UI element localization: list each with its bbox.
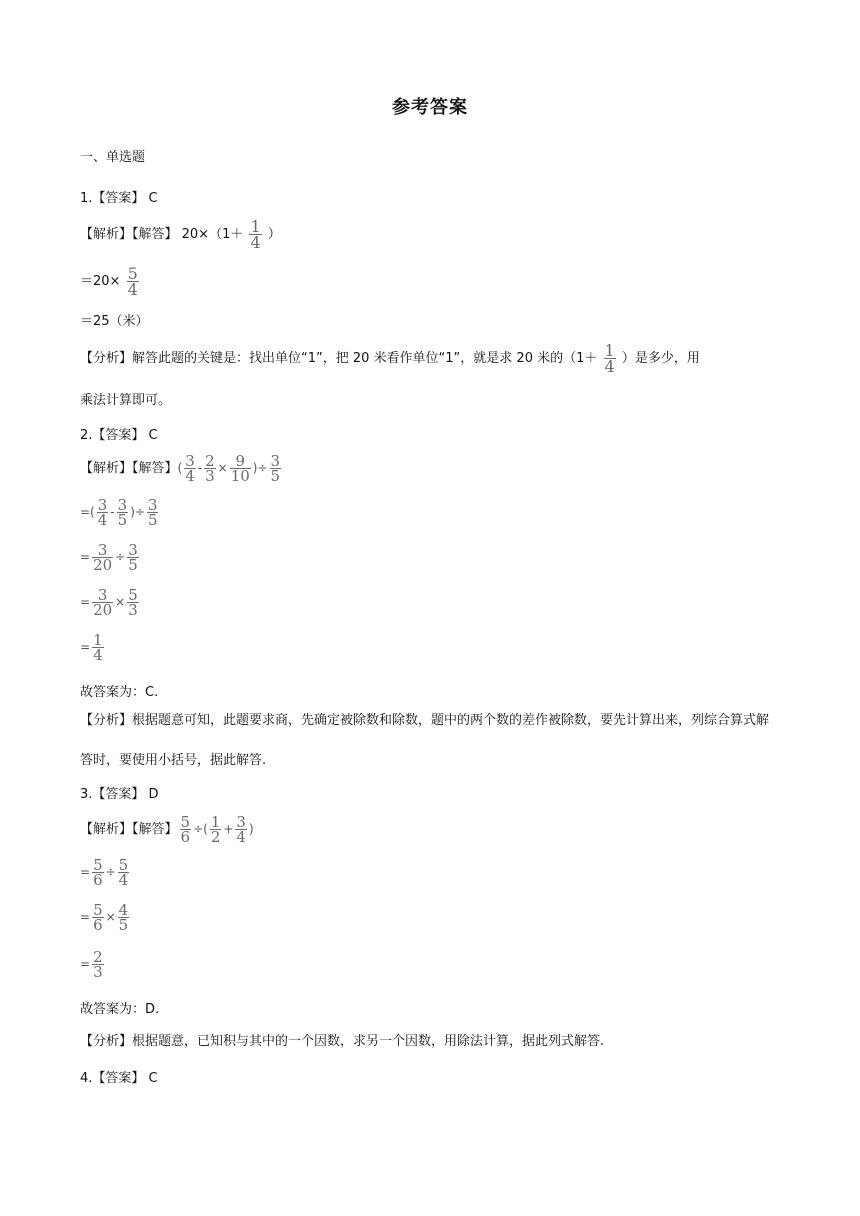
operator: )÷ [252,461,268,475]
fraction [147,498,159,527]
fraction [127,588,139,617]
q3-jiexi-prefix: 【解析】【解答】 [80,822,178,837]
fraction [92,903,104,932]
q1-jiexi [80,219,281,250]
numerator: 5 [127,264,138,283]
q1-answer: 1.【答案】 C [80,191,158,206]
q1-jiexi-suffix: ） [267,227,281,242]
numerator: 2 [93,948,103,966]
fraction [92,588,113,617]
q3-step2 [80,903,131,932]
q2-answer: 2.【答案】 C [80,428,158,443]
denominator: 5 [270,467,281,485]
q2-step4 [80,633,106,662]
q2-step1 [80,498,160,527]
denominator: 2 [210,828,221,846]
numerator: 3 [236,813,246,831]
operator: - [197,461,203,475]
numerator: 1 [250,217,261,236]
equals: = [80,865,91,879]
denominator: 4 [118,871,129,889]
q2-fenxi: 【分析】根据题意可知，此题要求商，先确定被除数和除数，题中的两个数的差作被除数，要先计算出来，列综合算式解答时，要使用小括号，据此解答. [80,713,770,768]
operator: × [115,595,126,609]
q3-fenxi: 【分析】根据题意，已知积与其中的一个因数，求另一个因数，用除法计算，据此列式解答. [80,1034,605,1049]
fraction [249,219,261,250]
numerator: 5 [180,813,191,831]
numerator: 3 [92,543,113,558]
q4-answer: 4.【答案】 C [80,1071,158,1086]
operator: - [110,505,115,519]
denominator: 5 [128,556,138,574]
denominator: 4 [250,233,261,252]
fraction [118,903,130,932]
numerator: 1 [93,631,103,649]
denominator: 6 [93,871,103,889]
numerator: 3 [270,452,281,470]
fraction [92,633,104,662]
numerator: 1 [210,813,221,831]
denominator: 4 [604,357,615,376]
numerator: 5 [118,856,129,874]
q1-jiexi-prefix: 【解析】【解答】 20×（1＋ [80,227,244,242]
numerator: 4 [118,901,129,919]
operator: ÷ [115,550,126,564]
paren: ( [177,461,183,475]
denominator: 10 [230,467,250,485]
fraction [117,498,129,527]
q1-fenxi [80,343,700,374]
q1-step1 [80,266,141,297]
q2-jiexi-prefix: 【解析】【解答】 [80,461,178,476]
operator: )÷ [130,505,145,519]
fraction [270,454,282,483]
q3-step1 [80,858,131,887]
numerator: 2 [205,452,215,470]
operator: × [105,910,116,924]
operator: ÷( [193,822,208,836]
fraction [235,815,247,844]
q1-fenxi-cont: 乘法计算即可。 [80,393,172,408]
denominator: 4 [185,467,195,485]
q3-jiexi [80,815,254,844]
numerator: 5 [93,856,103,874]
fraction [97,498,109,527]
numerator: 5 [128,586,138,604]
denominator: 5 [117,511,128,529]
operator: ÷ [105,865,116,879]
section-heading: 一、单选题 [80,150,146,165]
operator: ) [248,822,254,836]
q3-answer: 3.【答案】 D [80,787,159,802]
equals: = [80,957,91,971]
equals: = [80,595,91,609]
numerator: 1 [604,341,615,360]
q3-conclusion: 故答案为：D. [80,1002,160,1017]
fraction [184,454,196,483]
denominator: 3 [93,963,103,981]
fraction [92,950,104,979]
numerator: 5 [93,901,103,919]
fraction [92,858,104,887]
denominator: 5 [118,916,129,934]
fenxi-text: 【分析】解答此题的关键是：找出单位“1”，把 20 米看作单位“1”，就是求 20 米的（1＋ [80,351,598,366]
numerator: 3 [147,496,158,514]
denominator: 6 [180,828,191,846]
operator: × [217,461,228,475]
denominator: 6 [93,916,103,934]
denominator: 3 [205,467,215,485]
numerator: 3 [97,496,108,514]
denominator: 20 [93,601,113,619]
operator: =( [80,505,95,519]
fraction [210,815,222,844]
step-text: ＝20× [80,274,121,289]
numerator: 3 [92,588,113,603]
q3-step3 [80,950,106,979]
operator: + [223,822,234,836]
fraction [118,858,130,887]
numerator: 3 [128,541,138,559]
equals: = [80,910,91,924]
q2-step2 [80,543,141,572]
q2-step3 [80,588,141,617]
denominator: 20 [93,556,113,574]
equals: = [80,640,91,654]
equals: = [80,550,91,564]
denominator: 4 [97,511,108,529]
fraction [92,543,113,572]
fenxi-text: ）是多少，用 [621,351,700,366]
numerator: 9 [230,454,251,469]
fraction [127,543,139,572]
numerator: 3 [117,496,128,514]
fraction [230,454,251,483]
fraction [180,815,192,844]
numerator: 3 [185,452,195,470]
fraction [204,454,216,483]
denominator: 3 [128,601,138,619]
page-title: 参考答案 [392,97,468,118]
q2-conclusion: 故答案为：C. [80,685,159,700]
denominator: 4 [93,646,103,664]
q1-step2: ＝25（米） [80,314,149,329]
q2-jiexi [80,454,283,483]
fraction [604,343,616,374]
fraction [127,266,139,297]
denominator: 5 [147,511,158,529]
denominator: 4 [127,280,138,299]
denominator: 4 [236,828,246,846]
